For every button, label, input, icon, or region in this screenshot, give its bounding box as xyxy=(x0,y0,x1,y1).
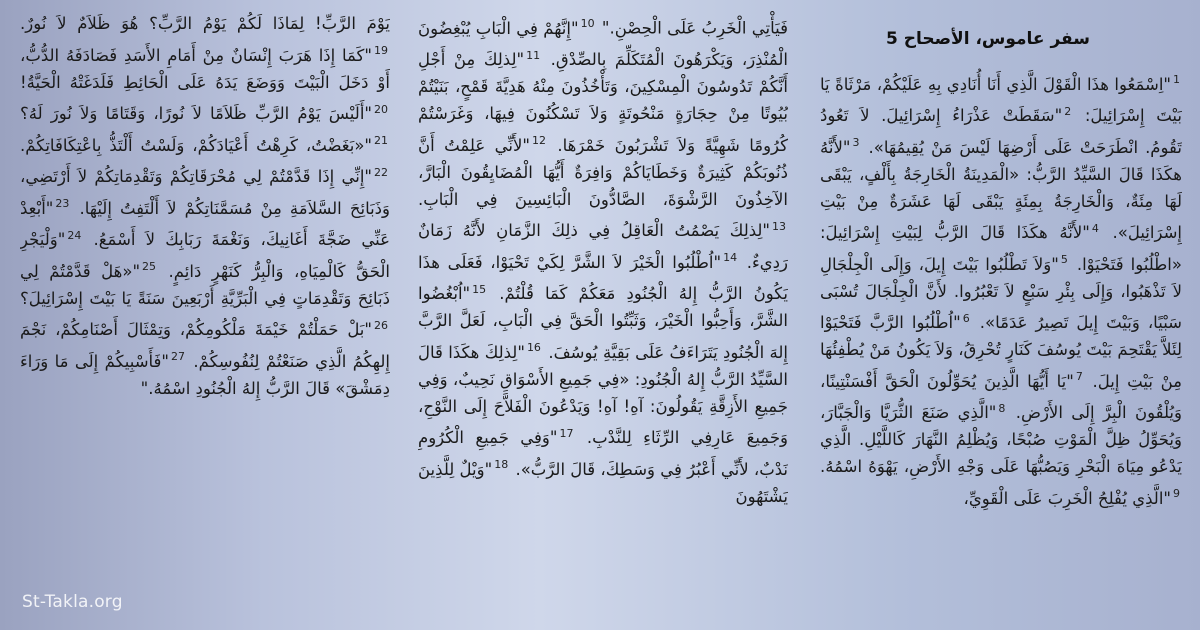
verse-text: "لِذلِكَ يَصْمُتُ الْعَاقِلُ فِي ذلِكَ الزَّمَانِ لأَنَّهُ زَمَانٌ رَدِيءٌ. xyxy=(418,221,788,272)
verse-text: "اِسْمَعُوا هذَا الْقَوْلَ الَّذِي أَنَا أُنَادِي بِهِ عَلَيْكُمْ، مَرْثَاةً يَا بَيْتَ إِسْرَائِيلَ: xyxy=(820,74,1182,125)
verse-text: "إِنَّهُمْ فِي الْبَابِ يُبْغِضُونَ الْمُنْذِرَ، وَيَكْرَهُونَ الْمُتَكَلِّمَ بِالصِّدْقِ. xyxy=(418,18,788,69)
verse-number: 11 xyxy=(526,48,541,62)
verse-text: فَيَأْتِي الْخَرِبُ عَلَى الْحِصْنِ." xyxy=(601,18,788,38)
verse-text: "لأَنَّهُ هكَذَا قَالَ السَّيِّدُ الرَّبُّ: «الْمَدِينَةُ الْخَارِجَةُ بِأَلْفٍ، يَبْقَى لَهَا مِئَةٌ، وَالْخَارِجَةُ بِمِئَةٍ يَبْقَى لَهَا عَشَرَةٌ مِنْ بَيْتِ إِسْرَائِيلَ». xyxy=(820,137,1182,242)
verse xyxy=(20,46,390,92)
verse-text: "وَفِي جَمِيعِ الْكُرُومِ نَدْبٌ، لأَنِّي أَعْبُرُ فِي وَسَطِكَ، قَالَ الرَّبُّ». xyxy=(418,428,788,479)
verse-number: 25 xyxy=(142,260,157,273)
verse-number: 21 xyxy=(374,134,388,147)
verse-number: 7 xyxy=(1075,370,1083,383)
verse-list-left xyxy=(20,10,390,402)
verse-text: "اُطْلُبُوا الْخَيْرَ لاَ الشَّرَّ لِكَيْ تَحْيَوْا، فَعَلَى هذَا يَكُونُ الرَّبُّ إِلهُ الْجُنُودِ مَعَكُمْ كَمَا قُلْتُمْ. xyxy=(418,252,788,303)
verse-text: "لأَنِّي عَلِمْتُ أَنَّ ذُنُوبَكُمْ كَثِيرَةٌ وَخَطَايَاكُمْ وَافِرَةٌ أَيُّهَا الْمُضَايِقُونَ الْبَارَّ، الآخِذُونَ الرَّشْوَةَ، الصَّادُّونَ الْبَائِسِينَ فِي الْبَابِ. xyxy=(418,135,788,209)
verse xyxy=(20,104,390,123)
verse-number: 24 xyxy=(67,228,82,242)
verse-number: 16 xyxy=(526,341,541,354)
verse-text: "«هَلْ قَدَّمْتُمْ لِي ذَبَائِحَ وَتَقْدِمَاتٍ فِي الْبَرِّيَّةِ أَرْبَعِينَ سَنَةً يَا بَيْتَ إِسْرَائِيلَ؟ xyxy=(20,261,390,308)
verse-number: 14 xyxy=(723,251,738,264)
verse-number: 27 xyxy=(171,350,186,363)
verse-number: 23 xyxy=(55,197,70,210)
verse-number: 5 xyxy=(1060,253,1068,266)
verse-text: "إِنِّي إِذَا قَدَّمْتُمْ لِي مُحْرَقَاتِكُمْ وَتَقْدِمَاتِكُمْ لاَ أَرْتَضِي، وَذَبَائِحَ السَّلاَمَةِ مِنْ مُسَمَّنَاتِكُمْ لاَ أَلْتَفِتُ إِلَيْهَا. xyxy=(20,167,390,218)
verse-text: "وَلاَ تَطْلُبُوا بَيْتَ إِيلَ، وَإِلَى الْجِلْجَالِ لاَ تَذْهَبُوا، وَإِلَى بِئْرِ سَبْعٍ لاَ تَعْبُرُوا. لأَنَّ الْجِلْجَالَ تُسْبَى سَبْيًا، وَبَيْتَ إِيلَ تَصِيرُ عَدَمًا». xyxy=(820,254,1182,332)
verse-number: 6 xyxy=(962,311,970,325)
verse-number: 15 xyxy=(472,282,487,296)
verse-number: 20 xyxy=(374,102,388,116)
verse-number: 10 xyxy=(580,17,595,30)
verse-text: "«بَغَضْتُ، كَرِهْتُ أَعْيَادَكُمْ، وَلَسْتُ أَلْتَذُّ بِاعْتِكَافَاتِكُمْ. xyxy=(20,135,372,155)
verse xyxy=(20,167,390,218)
column-middle xyxy=(418,10,788,610)
page-title: سفر عاموس، الأصحاح 5 xyxy=(885,29,1090,49)
verse-number: 13 xyxy=(772,219,786,233)
verse-text: يَوْمَ الرَّبِّ! لِمَاذَا لَكُمْ يَوْمُ الرَّبِّ؟ هُوَ ظَلاَمٌ لاَ نُورٌ. xyxy=(20,14,390,33)
verse-text: "لأَنَّهُ هكَذَا قَالَ الرَّبُّ لِبَيْتِ إِسْرَائِيلَ: «اطْلُبُوا فَتَحْيَوْا. xyxy=(820,223,1182,274)
site-watermark: St-Takla.org xyxy=(22,592,123,612)
verse-text: "اُبْغُضُوا الشَّرَّ، وَأَحِبُّوا الْخَيْرَ، وَثَبِّتُوا الْحَقَّ فِي الْبَابِ، لَعَلَّ الرَّبَّ إِلهَ الْجُنُودِ يَتَرَاءَفُ عَلَى بَقِيَّةِ يُوسُفَ. xyxy=(418,284,788,362)
verse-text: "بَلْ حَمَلْتُمْ خَيْمَةَ مَلْكُومِكُمْ، وَتِمْثَالَ أَصْنَامِكُمْ، نَجْمَ إِلهِكُمُ الَّذِي صَنَعْتُمْ لِنُفُوسِكُمْ. xyxy=(20,320,390,371)
verse-text: "أَلَيْسَ يَوْمُ الرَّبِّ ظَلاَمًا لاَ نُورًا، وَقَتَامًا وَلاَ نُورَ لَهُ؟ xyxy=(20,104,372,123)
verse-number: 2 xyxy=(1064,104,1072,118)
verse-number: 19 xyxy=(374,44,388,57)
verse-text: "فَأَسْبِيكُمْ إِلَى مَا وَرَاءَ دِمَشْقَ» قَالَ الرَّبُّ إِلهُ الْجُنُودِ اسْمُهُ." xyxy=(20,351,390,398)
verse xyxy=(964,489,1183,508)
verse-number: 22 xyxy=(374,165,388,179)
verse-text: "لِذلِكَ مِنْ أَجْلِ أَنَّكُمْ تَدُوسُونَ الْمِسْكِينَ، وَتَأْخُذُونَ مِنْهُ هَدِيَّةَ قَمْحٍ، بَنَيْتُمْ بُيُوتًا مِنْ حِجَارَةٍ مَنْحُوتَةٍ وَلاَ تَسْكُنُونَ فِيهَا، وَغَرَسْتُمْ كُرُومًا شَهِيَّةً وَلاَ تَشْرَبُونَ خَمْرَهَا. xyxy=(418,50,788,155)
verse-number: 3 xyxy=(852,136,860,149)
verse-number: 1 xyxy=(1173,73,1180,86)
verse-text: "يَا أَيُّهَا الَّذِينَ يُحَوِّلُونَ الْحَقَّ أَفْسَنْتِينًا، وَيُلْقُونَ الْبِرَّ إِلَى الأَرْضِ. xyxy=(820,371,1182,422)
verse-text: "سَقَطَتْ عَذْرَاءُ إِسْرَائِيلَ. لاَ تَعُودُ تَقُومُ. انْطَرَحَتْ عَلَى أَرْضِهَا لَيْسَ مَنْ يُقِيمُهَا». xyxy=(820,106,1182,157)
verse-number: 9 xyxy=(1173,487,1180,500)
verse-text: "كَمَا إِذَا هَرَبَ إِنْسَانٌ مِنْ أَمَامِ الأَسَدِ فَصَادَفَهُ الدُّبُّ، أَوْ دَخَلَ الْبَيْتَ وَوَضَعَ يَدَهُ عَلَى الْحَائِطِ فَلَدَغَتْهُ الْحَيَّةُ! xyxy=(20,45,390,92)
verse-list-right xyxy=(820,66,1182,512)
column-right xyxy=(820,26,1182,616)
verse-text: "أَبْعِدْ عَنِّي ضَجَّةَ أَغَانِيكَ، وَنَغْمَةَ رَبَابِكَ لاَ أَسْمَعُ. xyxy=(20,198,390,249)
verse-text: "اُطْلُبُوا الرَّبَّ فَتَحْيَوْا لِئَلاَّ يَقْتَحِمَ بَيْتَ يُوسُفَ كَنَارٍ تُحْرِقُ، وَلاَ يَكُونُ مَنْ يُطْفِئُهَا مِنْ بَيْتِ إِيلَ. xyxy=(820,313,1182,391)
verse xyxy=(602,19,788,38)
verse-list-middle xyxy=(418,10,788,510)
verse xyxy=(20,14,390,33)
verse-number: 8 xyxy=(998,401,1006,415)
verse-text: "لِذلِكَ هكَذَا قَالَ السَّيِّدُ الرَّبُّ إِلهُ الْجُنُودِ: «فِي جَمِيعِ الأَسْوَاقِ نَحِيبٌ، وَفِي جَمِيعِ الأَزِقَّةِ يَقُولُونَ: آهِ! آهِ! وَيَدْعُونَ الْفَلاَّحَ إِلَى النَّوْحِ، وَجَمِيعَ عَارِفِي الرِّثَاءِ لِلنَّدْبِ. xyxy=(418,342,788,447)
verse-text: "الَّذِي يُفْلِحُ الْخَرِبَ عَلَى الْقَوِيِّ، xyxy=(963,488,1171,508)
verse-text: "الَّذِي صَنَعَ الثُّرَيَّا وَالْجَبَّارَ، وَيُحَوِّلُ ظِلَّ الْمَوْتِ صُبْحًا، وَيُظْلِمُ النَّهَارَ كَاللَّيْلِ. الَّذِي يَدْعُو مِيَاهَ الْبَحْرِ وَيَصُبُّهَا عَلَى وَجْهِ الأَرْضِ، يَهْوَهُ اسْمُهُ. xyxy=(820,403,1182,476)
verse-number: 4 xyxy=(1091,221,1099,235)
verse-number: 17 xyxy=(559,426,574,440)
verse-number: 26 xyxy=(374,318,388,332)
verse-text: "وَلْيَجْرِ الْحَقُّ كَالْمِيَاهِ، وَالْبِرُّ كَنَهْرٍ دَائِمٍ. xyxy=(20,230,390,281)
verse-text: "وَيْلٌ لِلَّذِينَ يَشْتَهُونَ xyxy=(418,459,788,506)
column-left xyxy=(20,10,390,610)
verse xyxy=(20,136,390,155)
verse-number: 12 xyxy=(531,134,546,147)
verse-number: 18 xyxy=(494,458,509,471)
